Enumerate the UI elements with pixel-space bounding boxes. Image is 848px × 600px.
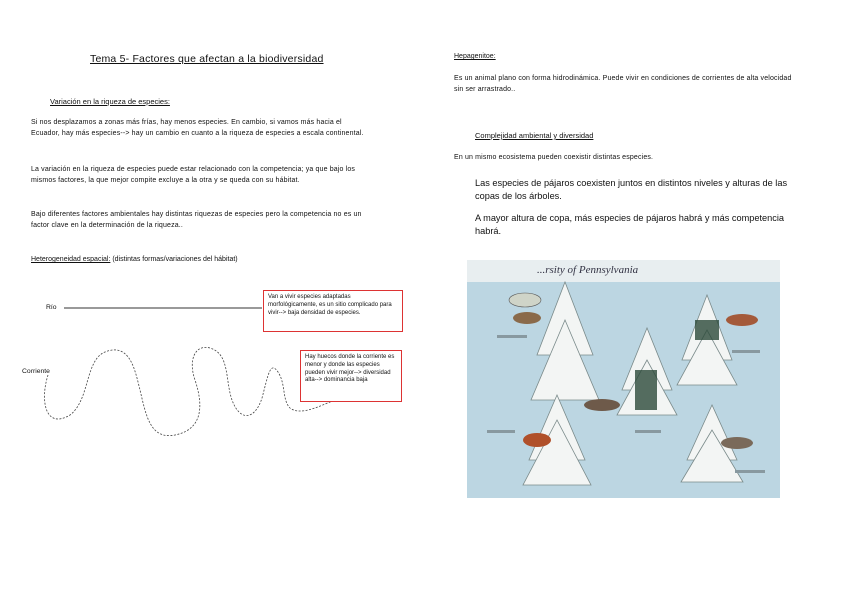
birds-paragraph-2: A mayor altura de copa, más especies de pájaros habrá y más competencia habrá.: [475, 213, 784, 236]
hepagenitoe-paragraph: Es un animal plano con forma hidrodinámica. Puede vivir en condiciones de corrientes de alta velocidad sin ser arrastrado..: [454, 75, 792, 93]
paragraph-richness-1: Si nos desplazamos a zonas más frías, hay menos especies. En cambio, si vamos más hacia el Ecuador, hay más especies--> hay un cambio en cuanto a la riqueza de especies a escala continental.: [31, 119, 364, 137]
paragraph-richness-2: La variación en la riqueza de especies puede estar relacionado con la competencia; ya que bajo los mismos factores, la que mejor compite excluye a la otra y se queda con su hábitat.: [31, 166, 356, 184]
heterogeneity-heading-line: [31, 256, 238, 263]
bird-1: [509, 293, 541, 307]
bird-3: [726, 314, 758, 326]
heterogeneity-heading: Heterogeneidad espacial:: [31, 256, 111, 263]
section-heading-richness: Variación en la riqueza de especies:: [50, 97, 170, 106]
label-corriente: Corriente: [22, 368, 50, 375]
bird-5: [523, 433, 551, 447]
complexity-heading: Complejidad ambiental y diversidad: [475, 131, 594, 140]
annotation-box-river: Van a vivir especies adaptadas morfológicamente, es un sitio complicado para vivir--> baja densidad de especies.: [263, 290, 403, 332]
bird-niche-photo: [467, 260, 780, 498]
bird-2: [513, 312, 541, 324]
birds-paragraph-1: Las especies de pájaros coexisten juntos en distintos niveles y alturas de las copas de los árboles.: [475, 178, 788, 201]
hepagenitoe-heading: Hepagenitoe:: [454, 53, 496, 60]
complexity-paragraph: En un mismo ecosistema pueden coexistir distintas especies.: [454, 154, 654, 161]
paragraph-richness-3: Bajo diferentes factores ambientales hay distintas riquezas de especies pero la competencia no es un factor clave en la determinación de la riqueza..: [31, 211, 362, 229]
label-rio: Río: [46, 304, 57, 311]
bird-6: [721, 437, 753, 449]
bird-4: [584, 399, 620, 411]
heterogeneity-note: (distintas formas/variaciones del hábitat): [110, 256, 238, 263]
bird-niche-illustration: [467, 260, 780, 498]
page-title: Tema 5- Factores que afectan a la biodiversidad: [90, 53, 324, 65]
annotation-box-current: Hay huecos donde la corriente es menor y donde las especies pueden vivir mejor--> diversidad alta--> dominancia baja: [300, 350, 402, 402]
photo-caption: ...rsity of Pennsylvania: [537, 264, 639, 276]
